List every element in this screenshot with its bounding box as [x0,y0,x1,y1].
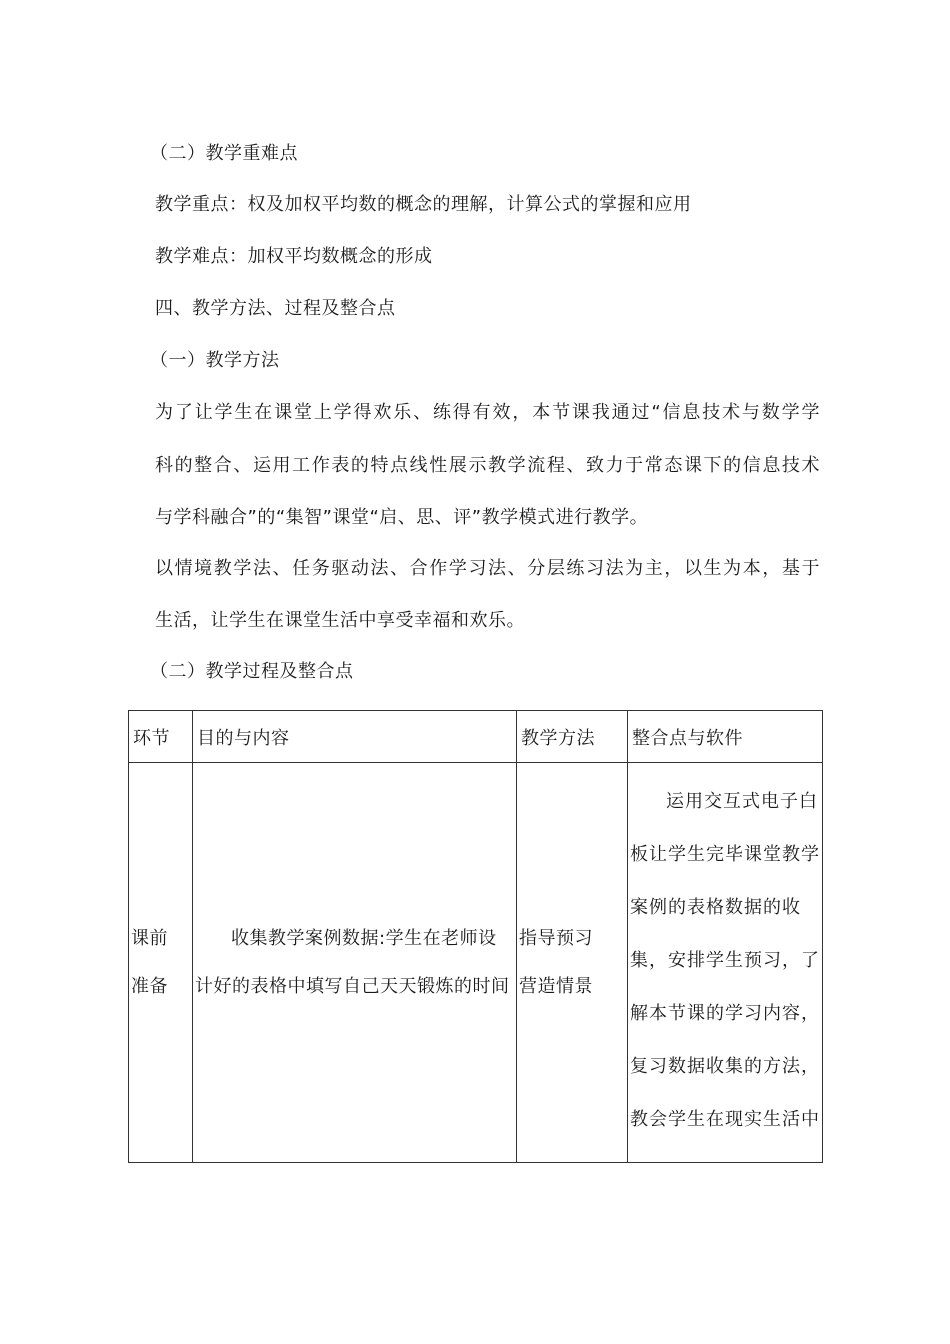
cell-content [193,763,517,1163]
cell-stage [129,763,193,1163]
stage-text: 课前 准备 [131,927,168,997]
header-method: 教学方法 [517,711,628,763]
teaching-process-table [128,710,823,1163]
heading-methods: （一）教学方法 [150,350,280,371]
heading-process: （二）教学过程及整合点 [150,661,354,682]
software-text: 运用交互式电子白板让学生完毕课堂教学案例的表格数据的收集，安排学生预习，了解本节课的学习内容，复习数据收集的方法，教会学生在现实生活中 [630,791,820,1130]
approach-paragraph-line-1: 以情境教学法、任务驱动法、合作学习法、分层练习法为主，以生为本，基于 [155,558,820,579]
approach-paragraph-line-2: 生活，让学生在课堂生活中享受幸福和欢乐。 [155,610,525,631]
content-text: 收集教学案例数据:学生在老师设计好的表格中填写自己天天锻炼的时间 [195,927,510,997]
cell-software [628,763,823,1163]
cell-method [517,763,628,1163]
header-stage: 环节 [129,711,193,763]
method-text: 指导预习 营造情景 [519,927,593,997]
heading-key-points: （二）教学重难点 [150,143,298,164]
methods-paragraph-line-1: 为了让学生在课堂上学得欢乐、练得有效，本节课我通过“信息技术与数学学 [155,402,820,423]
key-point-text: 教学重点：权及加权平均数的概念的理解，计算公式的掌握和应用 [155,194,692,215]
table-header-row [129,711,823,763]
difficult-point-text: 教学难点：加权平均数概念的形成 [155,246,433,267]
header-content: 目的与内容 [193,711,517,763]
section-four-heading: 四、教学方法、过程及整合点 [155,298,396,319]
table-row [129,763,823,1163]
header-software: 整合点与软件 [628,711,823,763]
methods-paragraph-line-3: 与学科融合”的“集智”课堂“启、思、评”教学模式进行教学。 [155,507,649,528]
methods-paragraph-line-2: 科的整合、运用工作表的特点线性展示教学流程、致力于常态课下的信息技术 [155,455,820,476]
